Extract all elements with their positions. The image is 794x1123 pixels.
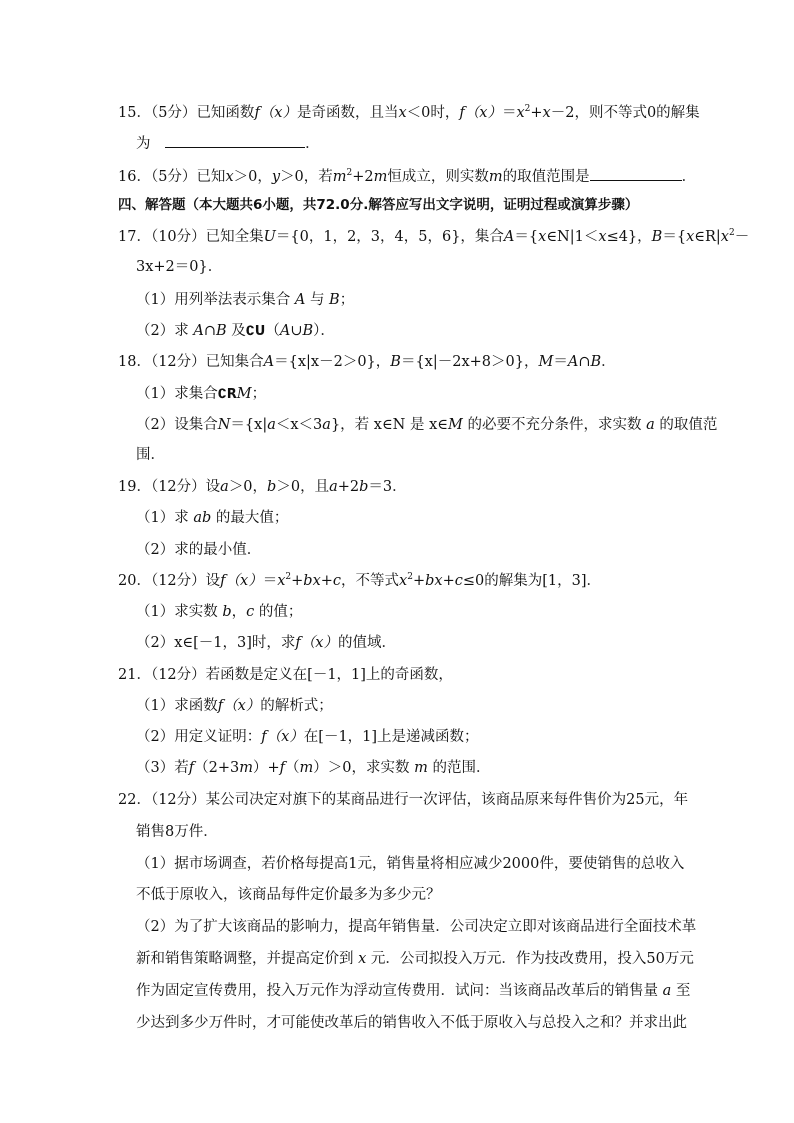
answer-blank[interactable] [165, 133, 305, 148]
question-19-part-1: （1）求 ab 的最大值； [136, 510, 289, 526]
question-15-cont: 为 ． [0, 133, 794, 153]
question-score: （12分） [150, 792, 206, 808]
question-21-part-3: （3）若f（2+3m）+f（m）＞0，求实数 m 的范围． [136, 760, 491, 776]
complement-symbol: ∁U [245, 324, 266, 339]
question-17: 17．（10分）已知全集U＝{0，1，2，3，4，5，6}，集合A＝{x∈N|1＜x≤4}，$B=\{x\in R|x^2-$ [118, 228, 750, 245]
question-score: （12分） [150, 354, 206, 370]
question-15: 15．（5分）已知函数f（x）是奇函数，且当x＜0时，$f(x)=x^2+x-2$，则不等式0的解集 [118, 104, 700, 121]
question-17-part-2: （2）求 A∩B 及∁U（A∪B）． [136, 323, 335, 339]
question-22-part-2-cont-1: 新和销售策略调整，并提高定价到 x 元．公司拟投入万元．作为技改费用，投入50万元 [136, 951, 694, 967]
question-21-part-2: （2）用定义证明：f（x）在[－1，1]上是递减函数； [136, 729, 479, 745]
question-number: 21． [118, 667, 151, 683]
question-score: （5分） [150, 169, 197, 185]
question-22-part-2-cont-2: 作为固定宣传费用，投入万元作为浮动宣传费用．试问：当该商品改革后的销售量 a 至 [136, 983, 691, 999]
question-score: （12分） [150, 479, 206, 495]
question-number: 19． [118, 479, 151, 495]
question-20-part-2: （2）x∈[－1，3]时，求f（x）的值域． [136, 635, 396, 651]
question-21: 21．（12分）若函数是定义在[－1，1]上的奇函数， [118, 667, 453, 683]
question-22-part-1: （1）据市场调查，若价格每提高1元，销售量将相应减少2000件，要使销售的总收入 [136, 856, 685, 872]
question-score: （12分） [150, 573, 206, 589]
question-20-part-1: （1）求实数 b，c 的值； [136, 604, 303, 620]
question-21-part-1: （1）求函数f（x）的解析式； [136, 698, 333, 714]
question-20: 20．（12分）设$f(x)=x^2+bx+c$，不等式$x^2+bx+c\le 0$的解集为[1，3]． [118, 572, 601, 589]
question-18-part-2-cont: 围． [136, 447, 165, 463]
question-19: 19．（12分）设a＞0，b＞0，且a+2b＝3． [118, 479, 407, 495]
question-16: 16．（5分）已知x＞0，y＞0，若$m^2+2m$恒成立，则实数m的取值范围是 ． [118, 168, 697, 185]
question-number: 20． [118, 573, 151, 589]
question-score: （5分） [150, 105, 197, 121]
question-score: （10分） [150, 229, 206, 245]
question-19-part-2: （2）求的最小值． [136, 542, 262, 558]
question-22-part-2: （2）为了扩大该商品的影响力，提高年销售量．公司决定立即对该商品进行全面技术革 [136, 919, 697, 935]
question-number: 18． [118, 354, 151, 370]
section-heading: 四、解答题（本大题共6小题，共72.0分.解答应写出文字说明，证明过程或演算步骤） [118, 197, 639, 213]
question-22-part-1-cont: 不低于原收入，该商品每件定价最多为多少元？ [136, 887, 441, 903]
complement-symbol: ∁R [217, 387, 237, 402]
question-22: 22．（12分）某公司决定对旗下的某商品进行一次评估，该商品原来每件售价为25元，年 [118, 792, 689, 808]
answer-blank[interactable] [590, 166, 682, 181]
question-18-part-2: （2）设集合N＝{x|a＜x＜3a}，若 x∈N 是 x∈M 的必要不充分条件，求实数 a 的取值范 [136, 417, 718, 433]
question-number: 22． [118, 792, 151, 808]
question-18-part-1: （1）求集合∁RM； [136, 386, 267, 402]
question-18: 18．（12分）已知集合A＝{x|x－2＞0}，B＝{x|－2x+8＞0}，M＝A∩B． [118, 354, 616, 370]
question-22-cont: 销售8万件． [136, 824, 218, 840]
question-number: 16． [118, 169, 151, 185]
question-number: 15． [118, 105, 151, 121]
question-17-cont: 3x+2＝0}． [136, 259, 223, 275]
question-score: （12分） [150, 667, 206, 683]
question-17-part-1: （1）用列举法表示集合 A 与 B； [136, 292, 355, 308]
question-22-part-2-cont-3: 少达到多少万件时，才可能使改革后的销售收入不低于原收入与总投入之和？并求出此 [136, 1015, 687, 1031]
question-number: 17． [118, 229, 151, 245]
